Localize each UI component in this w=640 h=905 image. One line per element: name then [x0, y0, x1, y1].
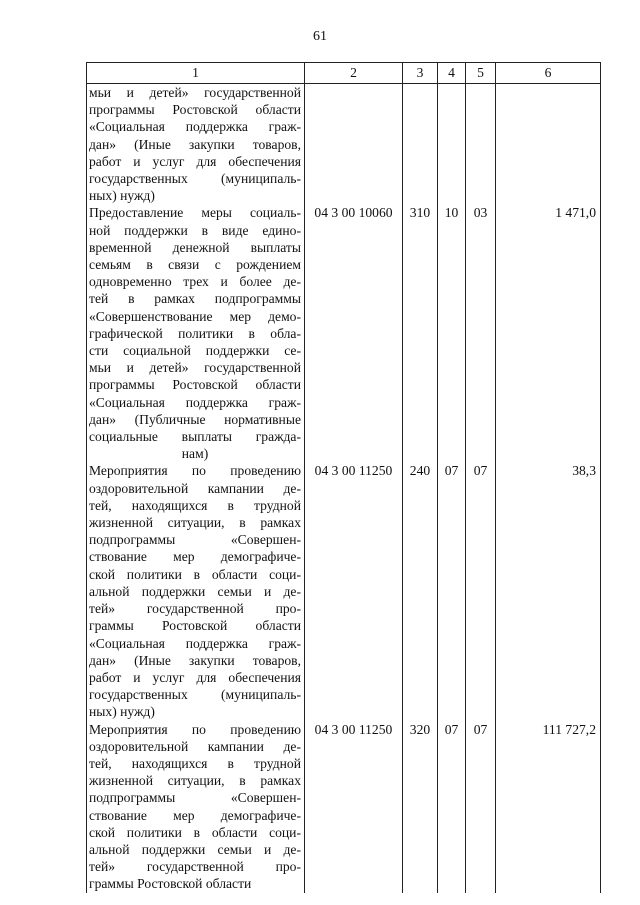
description-line: альной поддержки семьи и де- — [89, 583, 301, 599]
row-expense-type: 240 — [403, 462, 438, 720]
row-section: 07 — [438, 462, 466, 720]
description-line: программы Ростовской области — [89, 102, 301, 118]
description-line: «Социальная поддержка граж- — [89, 119, 301, 135]
description-line: тей, находящихся в трудной — [89, 497, 301, 513]
description-line: дан» (Иные закупки товаров, — [89, 652, 301, 668]
description-line: Мероприятия по проведению — [89, 721, 301, 737]
row-subsection — [466, 84, 496, 205]
description-line: дан» (Публичные нормативные — [89, 411, 301, 427]
description-line: ствование мер демографиче- — [89, 807, 301, 823]
description-line: ствование мер демографиче- — [89, 549, 301, 565]
row-description — [87, 204, 305, 462]
description-line: граммы Ростовской области — [89, 876, 252, 892]
row-amount — [496, 84, 601, 205]
description-line: Предоставление меры социаль- — [89, 205, 301, 221]
description-line: жизненной ситуации, в рамках — [89, 773, 301, 789]
description-line: государственных (муниципаль- — [89, 171, 301, 187]
column-header-1: 1 — [87, 63, 305, 84]
description-line: работ и услуг для обеспечения — [89, 153, 301, 169]
column-header-3: 3 — [403, 63, 438, 84]
description-line: «Социальная поддержка граж- — [89, 394, 301, 410]
description-line: оздоровительной кампании де- — [89, 480, 301, 496]
budget-table — [86, 62, 601, 893]
description-line: «Социальная поддержка граж- — [89, 635, 301, 651]
row-expense-type — [403, 84, 438, 205]
row-amount: 111 727,2 — [496, 721, 601, 893]
row-amount: 1 471,0 — [496, 204, 601, 462]
description-line: ных) нужд) — [89, 188, 155, 204]
description-line: мьи и детей» государственной — [89, 85, 301, 100]
description-line: сти социальной поддержки се- — [89, 343, 301, 359]
table-row — [87, 721, 601, 893]
row-target-code: 04 3 00 10060 — [305, 204, 403, 462]
row-expense-type: 320 — [403, 721, 438, 893]
row-target-code: 04 3 00 11250 — [305, 462, 403, 720]
table-header-row — [87, 63, 601, 84]
description-line: тей в рамках подпрограммы — [89, 291, 301, 307]
description-line: Мероприятия по проведению — [89, 463, 301, 479]
row-description — [87, 721, 305, 893]
row-subsection: 03 — [466, 204, 496, 462]
column-header-4: 4 — [438, 63, 466, 84]
row-section: 07 — [438, 721, 466, 893]
row-description — [87, 84, 305, 205]
page-number: 61 — [313, 29, 327, 44]
description-line: тей» государственной про- — [89, 601, 301, 617]
row-subsection: 07 — [466, 462, 496, 720]
table-row — [87, 462, 601, 720]
description-line: альной поддержки семьи и де- — [89, 841, 301, 857]
row-section — [438, 84, 466, 205]
row-section: 10 — [438, 204, 466, 462]
description-line: одновременно трех и более де- — [89, 274, 301, 290]
description-line: тей» государственной про- — [89, 859, 301, 875]
description-line: оздоровительной кампании де- — [89, 738, 301, 754]
description-line: временной денежной выплаты — [89, 239, 301, 255]
row-subsection: 07 — [466, 721, 496, 893]
description-line: тей, находящихся в трудной — [89, 755, 301, 771]
table-row — [87, 84, 601, 205]
row-target-code: 04 3 00 11250 — [305, 721, 403, 893]
description-line: жизненной ситуации, в рамках — [89, 515, 301, 531]
description-line: работ и услуг для обеспечения — [89, 669, 301, 685]
row-amount: 38,3 — [496, 462, 601, 720]
description-line: ных) нужд) — [89, 704, 155, 720]
description-line: графической политики в обла- — [89, 325, 301, 341]
description-line: социальные выплаты гражда- — [89, 429, 301, 445]
table-body — [87, 84, 601, 893]
description-line: ской политики в области соци- — [89, 824, 301, 840]
description-line: граммы Ростовской области — [89, 618, 301, 634]
description-line: государственных (муниципаль- — [89, 687, 301, 703]
column-header-6: 6 — [496, 63, 601, 84]
row-target-code — [305, 84, 403, 205]
description-line: дан» (Иные закупки товаров, — [89, 136, 301, 152]
row-description — [87, 462, 305, 720]
description-line: ской политики в области соци- — [89, 566, 301, 582]
description-line: подпрограммы «Совершен- — [89, 790, 301, 806]
description-line: программы Ростовской области — [89, 377, 301, 393]
row-expense-type: 310 — [403, 204, 438, 462]
description-line: «Совершенствование мер демо- — [89, 308, 301, 324]
description-line: ной поддержки в виде едино- — [89, 222, 301, 238]
description-line: мьи и детей» государственной — [89, 360, 301, 376]
description-line: семьям в связи с рождением — [89, 257, 301, 273]
column-header-5: 5 — [466, 63, 496, 84]
description-line: подпрограммы «Совершен- — [89, 532, 301, 548]
column-header-2: 2 — [305, 63, 403, 84]
table-row — [87, 204, 601, 462]
description-line: нам) — [181, 446, 209, 462]
